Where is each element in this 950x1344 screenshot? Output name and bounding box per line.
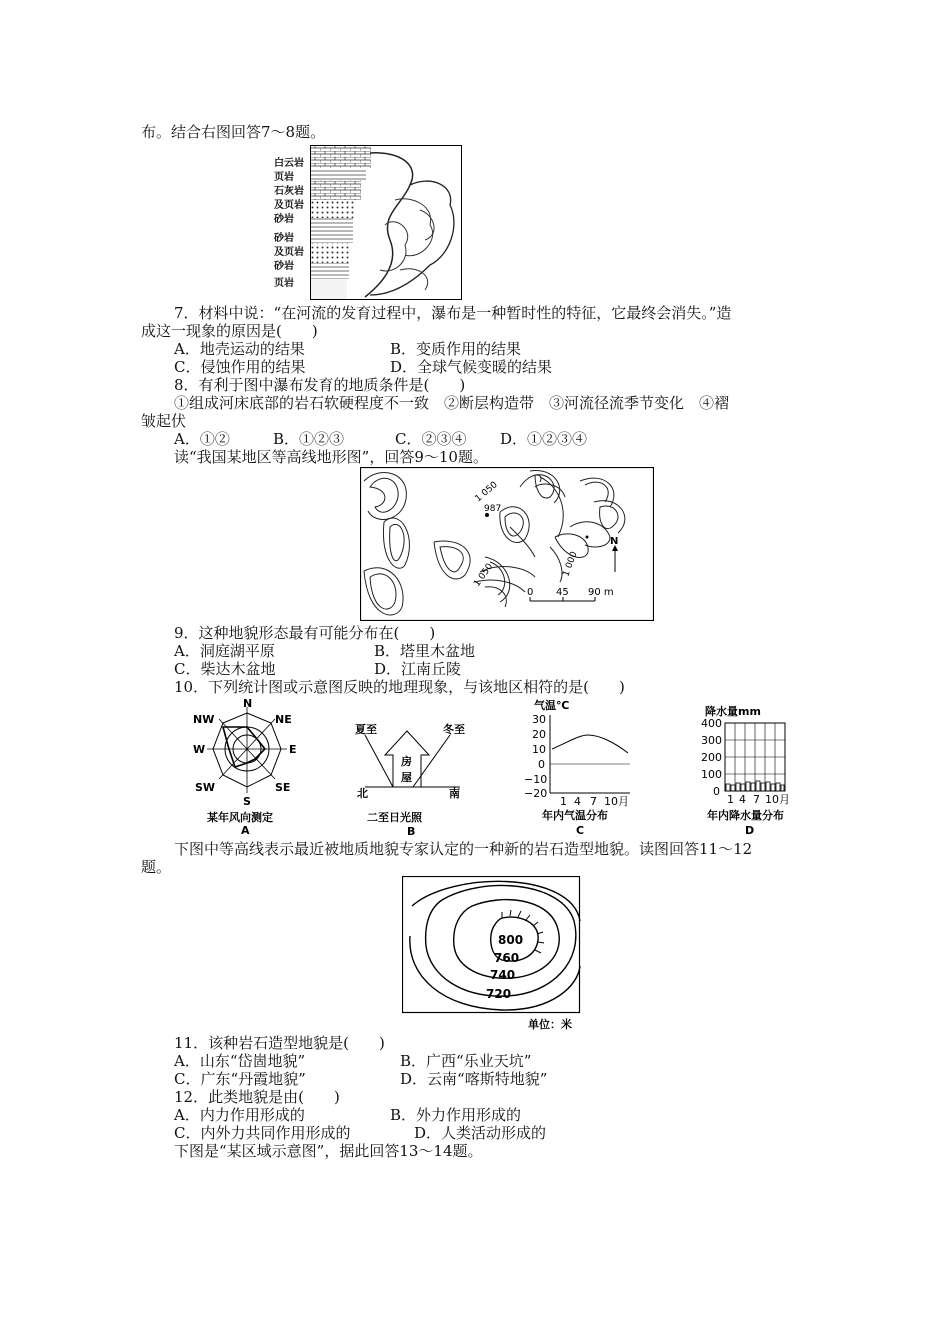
q9-option-b[interactable]: B．塔里木盆地 [374, 642, 476, 660]
q7-option-c[interactable]: C．侵蚀作用的结果 [174, 358, 306, 376]
q8-items-line2: 皱起伏 [141, 412, 187, 430]
q11-option-d[interactable]: D．云南“喀斯特地貌” [400, 1070, 548, 1088]
precip-ytick: 200 [701, 751, 722, 764]
temp-ytick: 0 [538, 758, 545, 771]
q7-stem-line1: 7．材料中说：“在河流的发育过程中，瀑布是一种暂时性的特征，它最终会消失。”造 [174, 304, 732, 322]
south-label: 南 [449, 787, 460, 800]
north-label: 北 [357, 787, 368, 800]
temp-xtick: 1 [560, 795, 567, 808]
scale-label: 45 [556, 587, 569, 598]
q12-option-b[interactable]: B．外力作用形成的 [390, 1106, 522, 1124]
q11-stem: 11．该种岩石造型地貌是( ) [174, 1034, 385, 1052]
temp-xtick: 7 [590, 795, 597, 808]
wind-dir-label: W [193, 743, 206, 756]
scale-label: 0 [527, 587, 534, 598]
contour-label-800: 800 [498, 933, 524, 947]
scale-label: 90 m [588, 587, 614, 598]
winter-solstice-label: 冬至 [443, 723, 465, 736]
q7-option-a[interactable]: A．地壳运动的结果 [174, 340, 305, 358]
precip-xtick: 1 [727, 793, 734, 806]
q9-option-a[interactable]: A．洞庭湖平原 [174, 642, 275, 660]
solstice-sunlight-figure [345, 717, 480, 837]
q7-stem-line2: 成这一现象的原因是( ) [141, 322, 318, 340]
precipitation-chart [695, 703, 820, 837]
q8-items-line1: ①组成河床底部的岩石软硬程度不一致 ②断层构造带 ③河流径流季节变化 ④褶 [174, 394, 730, 412]
q9-stem: 9．这种地貌形态最有可能分布在( ) [174, 624, 436, 642]
q8-option-a[interactable]: A．①② [174, 430, 230, 448]
layer-label: 白云岩 [274, 158, 304, 169]
q12-stem: 12．此类地貌是由( ) [174, 1088, 340, 1106]
precip-ylabel: 降水量mm [705, 705, 761, 718]
wind-dir-label: E [289, 743, 297, 756]
q12-option-a[interactable]: A．内力作用形成的 [174, 1106, 305, 1124]
contour-label-760: 760 [494, 951, 520, 965]
q12-option-d[interactable]: D．人类活动形成的 [414, 1124, 547, 1142]
unit-label: 单位：米 [528, 1018, 572, 1031]
north-arrow: N [610, 536, 619, 547]
contour-map [360, 467, 654, 621]
contour-label: 1 050 [473, 480, 500, 505]
contour-label: 1 000 [561, 550, 580, 579]
wind-dir-label: NW [193, 713, 215, 726]
house-label: 屋 [401, 771, 412, 784]
temp-ytick: 10 [532, 743, 546, 756]
q10-stem: 10．下列统计图或示意图反映的地理现象，与该地区相符的是( ) [174, 678, 625, 696]
q7-option-d[interactable]: D．全球气候变暖的结果 [390, 358, 553, 376]
q8-option-d[interactable]: D．①②③④ [500, 430, 588, 448]
precip-ytick: 400 [701, 717, 722, 730]
temp-ylabel: 气温℃ [534, 699, 570, 712]
contour-label: 1 050 [472, 561, 496, 589]
temp-ytick: 30 [532, 713, 546, 726]
q8-stem: 8．有利于图中瀑布发育的地质条件是( ) [174, 376, 466, 394]
fig-b-letter: B [407, 825, 416, 837]
contour-label-740: 740 [490, 968, 516, 982]
intro-q11-12-line1: 下图中等高线表示最近被地质地貌专家认定的一种新的岩石造型地貌。读图回答11～12 [174, 840, 753, 858]
temp-xtick: 10月 [604, 795, 629, 808]
precip-xtick: 4 [739, 793, 746, 806]
contour-label-720: 720 [486, 987, 512, 1001]
temp-xtick: 4 [574, 795, 581, 808]
fig-c-letter: C [576, 824, 585, 837]
waterfall-figure [274, 145, 464, 300]
wind-dir-label: N [243, 697, 253, 710]
intro-q7-8: 布。结合右图回答7～8题。 [141, 123, 326, 141]
waterfall-drawing [310, 145, 462, 300]
layer-label: 砂岩 [274, 233, 294, 244]
q11-option-a[interactable]: A．山东“岱崮地貌” [174, 1052, 306, 1070]
precip-xtick: 7 [753, 793, 760, 806]
fig-d-caption: 年内降水量分布 [707, 809, 784, 822]
q7-option-b[interactable]: B．变质作用的结果 [390, 340, 522, 358]
fig-a-caption: 某年风向测定 [207, 811, 273, 824]
fig-c-caption: 年内气温分布 [542, 809, 608, 822]
q9-option-d[interactable]: D．江南丘陵 [374, 660, 462, 678]
wind-dir-label: SW [195, 781, 216, 794]
temp-ytick: −20 [524, 787, 548, 800]
wind-dir-label: SE [275, 781, 291, 794]
q11-option-b[interactable]: B．广西“乐业天坑” [400, 1052, 532, 1070]
wind-dir-label: S [243, 795, 251, 808]
summer-solstice-label: 夏至 [355, 723, 377, 736]
layer-label: 页岩 [274, 172, 294, 183]
q11-option-c[interactable]: C．广东“丹霞地貌” [174, 1070, 306, 1088]
house-label: 房 [401, 755, 412, 768]
precip-ytick: 0 [713, 785, 720, 798]
layer-label: 及页岩 [274, 200, 304, 211]
layer-label: 石灰岩 [274, 186, 304, 197]
precip-xtick: 10月 [765, 793, 790, 806]
q8-option-c[interactable]: C．②③④ [395, 430, 467, 448]
fig-b-caption: 二至日光照 [367, 811, 422, 824]
q9-option-c[interactable]: C．柴达木盆地 [174, 660, 276, 678]
q12-option-c[interactable]: C．内外力共同作用形成的 [174, 1124, 351, 1142]
layer-label: 砂岩 [274, 261, 294, 272]
fig-d-letter: D [745, 824, 755, 837]
layer-label: 砂岩 [274, 214, 294, 225]
intro-q11-12-line2: 题。 [141, 858, 172, 876]
wind-dir-label: NE [275, 713, 292, 726]
layer-label: 页岩 [274, 278, 294, 289]
contour-label: 987 [484, 504, 502, 514]
intro-q9-10: 读“我国某地区等高线地形图”，回答9～10题。 [174, 448, 488, 466]
layer-label: 及页岩 [274, 247, 304, 258]
fig-a-letter: A [241, 824, 250, 837]
q8-option-b[interactable]: B．①②③ [273, 430, 345, 448]
temp-ytick: 20 [532, 728, 546, 741]
wind-rose-figure [185, 697, 310, 837]
temperature-chart [520, 697, 645, 837]
rock-landform-contour-map [402, 876, 584, 1031]
precip-ytick: 300 [701, 734, 722, 747]
intro-q13-14: 下图是“某区域示意图”，据此回答13～14题。 [174, 1142, 483, 1160]
precip-ytick: 100 [701, 768, 722, 781]
temp-ytick: −10 [524, 773, 548, 786]
